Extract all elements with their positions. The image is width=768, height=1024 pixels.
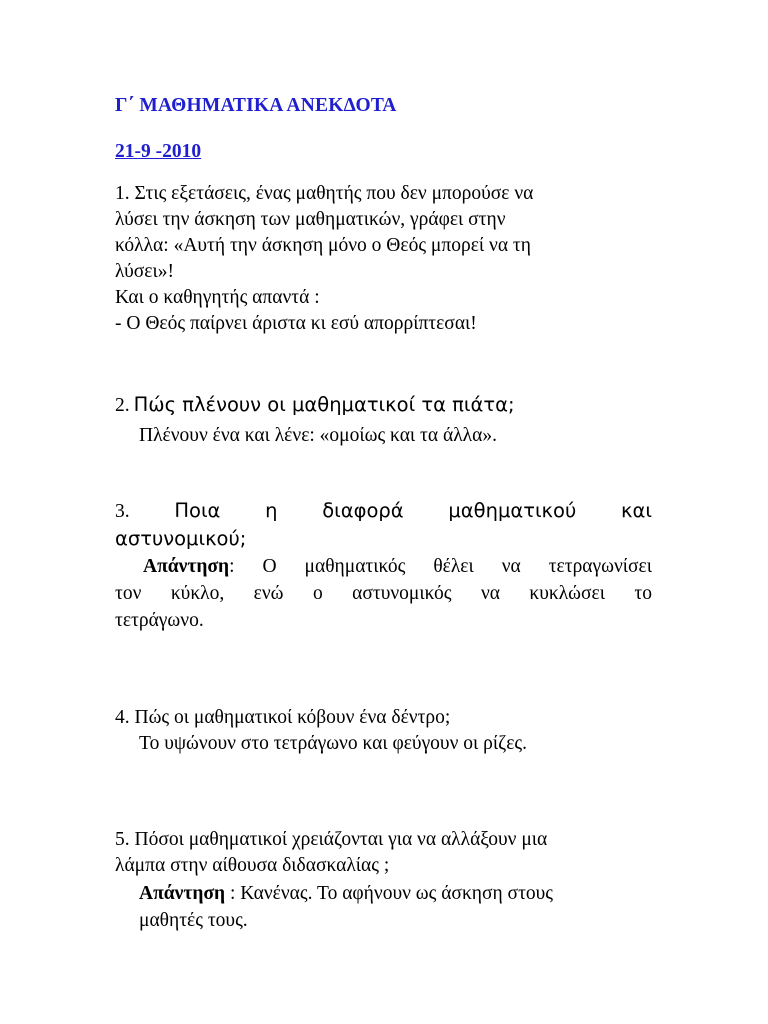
joke-1-line-1: 1. Στις εξετάσεις, ένας μαθητής που δεν μπορούσε να (115, 183, 534, 204)
joke-3-q-word: διαφορά (322, 499, 404, 522)
joke-1-line-6: - Ο Θεός παίρνει άριστα κι εσύ απορρίπτεσαι! (115, 313, 477, 334)
joke-1-line-3: κόλλα: «Αυτή την άσκηση μόνο ο Θεός μπορεί να τη (115, 235, 531, 256)
joke-5-answer-line-1 (139, 881, 553, 907)
joke-3-q-word: και (620, 499, 652, 522)
joke-5-answer-label: Απάντηση (139, 883, 226, 904)
joke-1-line-4: λύσει»! (115, 261, 174, 282)
joke-3-a-word: να (480, 583, 500, 604)
joke-2-answer: Πλένουν ένα και λένε: «ομοίως και τα άλλα». (139, 425, 497, 446)
joke-3-answer-label: Απάντηση (143, 556, 230, 577)
joke-5-question-line-2: λάμπα στην αίθουσα διδασκαλίας ; (115, 855, 390, 876)
joke-3-answer-line-3: τετράγωνο. (115, 610, 204, 631)
joke-4-answer: Το υψώνουν στο τετράγωνο και φεύγουν οι ρίζες. (139, 733, 527, 754)
joke-3-a-word: αστυνομικός (352, 583, 452, 604)
joke-3-a-word: θέλει (433, 556, 474, 577)
joke-3-a-word: τον (115, 583, 142, 604)
joke-3-a-word: το (634, 583, 652, 604)
document-title: Γ΄ ΜΑΘΗΜΑΤΙΚΑ ΑΝΕΚΔΟΤΑ (115, 95, 397, 116)
joke-1-line-5: Και ο καθηγητής απαντά : (115, 287, 320, 308)
joke-5-answer-text: : Κανένας. Το αφήνουν ως άσκηση στους (225, 883, 554, 904)
joke-5-answer-line-2: μαθητές τους. (139, 910, 248, 931)
joke-3-a-word: : (229, 556, 235, 577)
joke-3-a-word: τετραγωνίσει (548, 556, 652, 577)
joke-3-question-line-1 (115, 499, 652, 525)
joke-3-a-word: Ο (262, 556, 277, 577)
joke-3-answer-line-2 (115, 581, 652, 607)
joke-3-a-word: να (501, 556, 521, 577)
joke-3-a-word: κύκλο, (170, 583, 225, 604)
joke-3-a-word: μαθηματικός (304, 556, 406, 577)
joke-3-number: 3. (115, 501, 130, 522)
joke-2-question: Πώς πλένουν οι μαθηματικοί τα πιάτα; (133, 393, 515, 416)
joke-3-answer-line-1 (115, 554, 652, 580)
joke-3-q-word: Ποια (174, 499, 221, 522)
joke-5-question-line-1: 5. Πόσοι μαθηματικοί χρειάζονται για να αλλάξουν μια (115, 829, 548, 850)
joke-3-question-line-2: αστυνομικού; (115, 527, 247, 550)
joke-2-number: 2. (115, 395, 130, 416)
joke-2-question-line (115, 393, 515, 419)
joke-3-a-word: κυκλώσει (529, 583, 605, 604)
joke-3-a-word: ενώ (253, 583, 284, 604)
joke-4-question: 4. Πώς οι μαθηματικοί κόβουν ένα δέντρο; (115, 707, 451, 728)
joke-3-q-word: η (265, 499, 278, 522)
joke-3-q-word: μαθηματικού (448, 499, 577, 522)
joke-3-a-word: ο (312, 583, 323, 604)
joke-1-line-2: λύσει την άσκηση των μαθηματικών, γράφει στην (115, 209, 506, 230)
document-date: 21-9 -2010 (115, 141, 202, 162)
